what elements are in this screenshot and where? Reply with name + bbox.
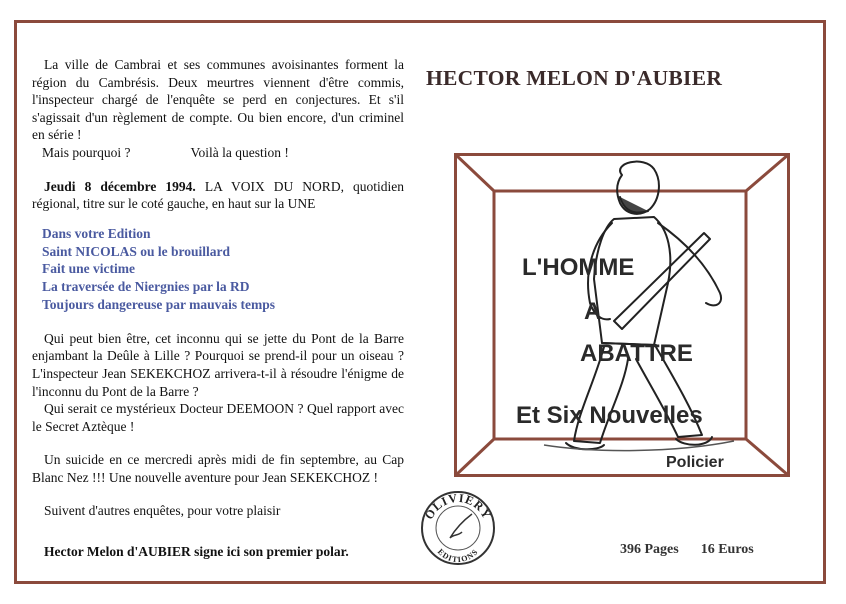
cover-title-line-2: A xyxy=(584,298,602,325)
page-count: 396 Pages xyxy=(620,542,679,557)
intro-paragraph: La ville de Cambrai et ses communes avoisinantes forment la région du Cambrésis. Deux meurtres viennent d'être commis, l'inspecteur chargé de l'enquête se perd en conjectures. Et s'il s'agissait d'un règlement de compte. Ou bien encore, d'un criminel en série ! xyxy=(32,57,404,143)
date-rest: LA VOIX DU NORD, quotidien régional, titre sur le coté gauche, en haut sur la UNE xyxy=(32,178,404,212)
bridge-paragraph: Qui peut bien être, cet inconnu qui se jette du Pont de la Barre enjambant la Deûle à Lille ? Pourquoi se prend-il pour un oiseau ? L'inspecteur Jean SEKEKCHOZ arrivera-t-il à résoudre l'énigme de l'inconnu du Pont de la Barre ? xyxy=(32,330,404,399)
headline-item: Dans votre Edition xyxy=(42,225,151,241)
author-name: HECTOR MELON D'AUBIER xyxy=(426,66,723,90)
date-paragraph xyxy=(32,178,404,213)
date-bold: Jeudi 8 décembre 1994. xyxy=(44,178,196,194)
headline-item: Saint NICOLAS ou le brouillard xyxy=(42,243,231,259)
back-cover-text xyxy=(32,56,404,520)
signature-line: Hector Melon d'AUBIER signe ici son premier polar. xyxy=(44,544,349,559)
newspaper-headlines xyxy=(32,225,404,314)
deemoon-paragraph: Qui serait ce mystérieux Docteur DEEMOON ? Quel rapport avec le Secret Aztèque ! xyxy=(32,401,404,434)
book-info xyxy=(620,542,754,558)
more-stories-paragraph: Suivent d'autres enquêtes, pour votre plaisir xyxy=(44,503,281,519)
headline-item: La traversée de Niergnies par la RD xyxy=(42,279,250,295)
publisher-logo xyxy=(420,490,496,566)
headline-item: Fait une victime xyxy=(42,261,135,277)
book-price: 16 Euros xyxy=(700,542,754,557)
genre-label: Policier xyxy=(666,454,724,471)
publisher-name-bottom: EDITIONS xyxy=(435,547,481,565)
question-a: Mais pourquoi ? xyxy=(42,144,131,160)
publisher-name-top: OLIVIERY xyxy=(421,490,495,522)
suicide-paragraph: Un suicide en ce mercredi après midi de fin septembre, au Cap Blanc Nez !!! Une nouvelle aventure pour Jean SEKEKCHOZ ! xyxy=(32,452,404,485)
question-b: Voilà la question ! xyxy=(190,144,289,160)
cover-title-line-1: L'HOMME xyxy=(522,254,635,281)
question-line xyxy=(32,144,404,162)
headline-item: Toujours dangereuse par mauvais temps xyxy=(42,296,276,312)
cover-subtitle: Et Six Nouvelles xyxy=(516,402,703,429)
cover-title-line-3: ABATTRE xyxy=(580,340,693,367)
